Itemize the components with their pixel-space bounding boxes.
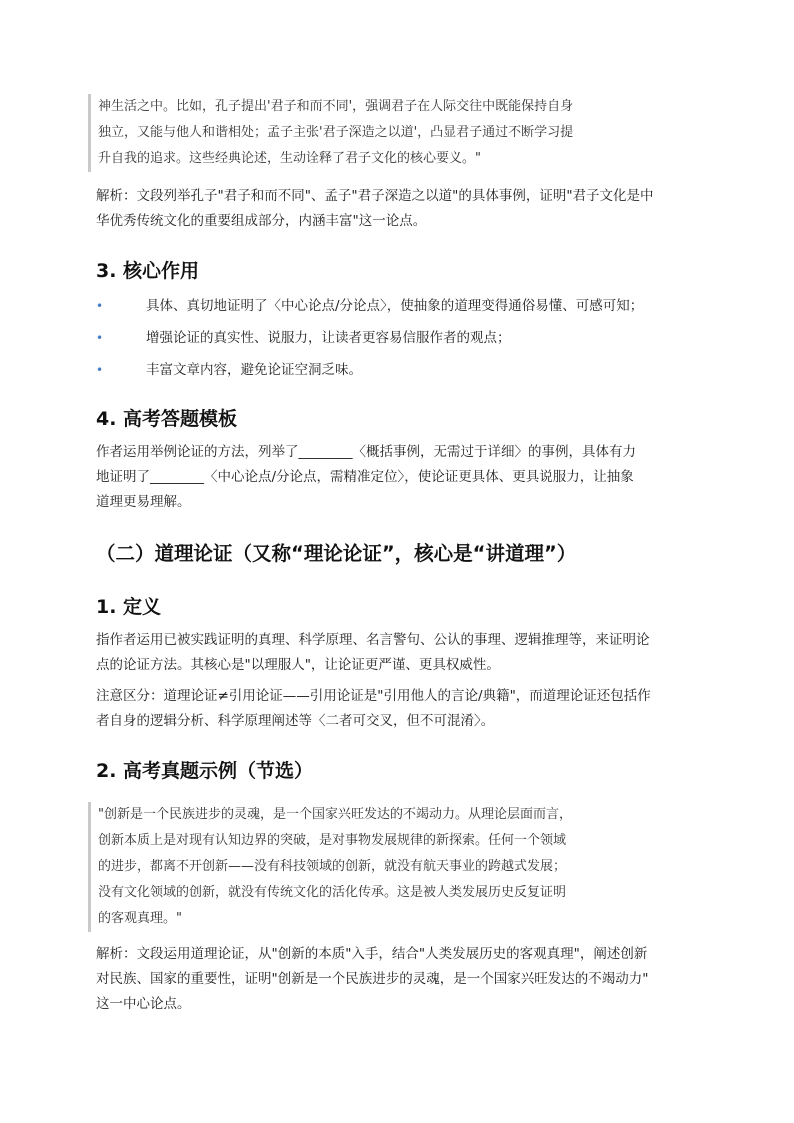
- template-paragraph: [96, 440, 706, 515]
- quote-line: 的进步，都离不开创新——没有科技领域的创新，就没有航天事业的跨越式发展；: [98, 859, 567, 874]
- analysis-paragraph-1: [96, 184, 706, 234]
- paragraph-line: 道理更易理解。: [96, 494, 191, 510]
- paragraph-line: 作者运用举例论证的方法，列举了________〈概括事例，无需过于详细〉的事例，具体有力: [96, 444, 636, 460]
- paragraph-line: 这一中心论点。: [96, 996, 191, 1012]
- quote-line: 没有文化领域的创新，就没有传统文化的活化传承。这是被人类发展历史反复证明: [98, 885, 567, 900]
- quote-line: 神生活之中。比如，孔子提出'君子和而不同'，强调君子在人际交往中既能保持自身: [98, 99, 574, 114]
- note-paragraph: [96, 684, 706, 734]
- paragraph-line: 对民族、国家的重要性，证明"创新是一个民族进步的灵魂，是一个国家兴旺发达的不竭动力": [96, 971, 649, 987]
- quote-line: 的客观真理。": [98, 911, 182, 926]
- definition-paragraph: [96, 628, 706, 678]
- paragraph-line: 指作者运用已被实践证明的真理、科学原理、名言警句、公认的事理、逻辑推理等，来证明论: [96, 632, 650, 648]
- section-heading-answer-template: 4. 高考答题模板: [96, 408, 238, 430]
- bullet-item: [96, 328, 511, 348]
- bullet-item: [96, 296, 643, 316]
- part-heading-reasoning-argument: （二）道理论证（又称“理论论证”，核心是“讲道理”）: [96, 542, 577, 565]
- quote-line: "创新是一个民族进步的灵魂，是一个国家兴旺发达的不竭动力。从理论层面而言，: [98, 807, 572, 822]
- quote-line: 升自我的追求。这些经典论述，生动诠释了君子文化的核心要义。": [98, 151, 481, 166]
- bullet-dot-icon: •: [96, 363, 104, 377]
- bullet-text: 丰富文章内容，避免论证空洞乏味。: [146, 362, 362, 378]
- bullet-dot-icon: •: [96, 299, 104, 313]
- paragraph-line: 注意区分：道理论证≠引用论证——引用论证是"引用他人的言论/典籍"，而道理论证还包括作: [96, 688, 651, 704]
- paragraph-line: 者自身的逻辑分析、科学原理阐述等〈二者可交叉，但不可混淆〉。: [96, 713, 495, 729]
- bullet-text: 具体、真切地证明了〈中心论点/分论点〉，使抽象的道理变得通俗易懂、可感可知；: [146, 298, 644, 314]
- section-heading-definition: 1. 定义: [96, 596, 162, 618]
- bullet-dot-icon: •: [96, 331, 104, 345]
- quote-line: 独立，又能与他人和谐相处；孟子主张'君子深造之以道'，凸显君子通过不断学习提: [98, 125, 574, 140]
- paragraph-line: 解析：文段运用道理论证，从"创新的本质"入手，结合"人类发展历史的客观真理"，阐述创新: [96, 946, 648, 962]
- quote-line: 创新本质上是对现有认知边界的突破，是对事物发展规律的新探索。任何一个领域: [98, 833, 567, 848]
- bullet-item: [96, 360, 362, 380]
- analysis-paragraph-2: [96, 942, 706, 1017]
- section-heading-exam-example: 2. 高考真题示例（节选）: [96, 760, 314, 782]
- paragraph-line: 解析：文段列举孔子"君子和而不同"、孟子"君子深造之以道"的具体事例，证明"君子文化是中: [96, 188, 654, 204]
- paragraph-line: 点的论证方法。其核心是"以理服人"，让论证更严谨、更具权威性。: [96, 657, 500, 673]
- paragraph-line: 地证明了________〈中心论点/分论点，需精准定位〉，使论证更具体、更具说服力，让抽象: [96, 469, 634, 485]
- quote-block-2: [88, 802, 572, 932]
- bullet-text: 增强论证的真实性、说服力，让读者更容易信服作者的观点；: [146, 330, 511, 346]
- section-heading-core-role: 3. 核心作用: [96, 260, 200, 282]
- paragraph-line: 华优秀传统文化的重要组成部分，内涵丰富"这一论点。: [96, 213, 427, 229]
- quote-block-1: [88, 94, 573, 172]
